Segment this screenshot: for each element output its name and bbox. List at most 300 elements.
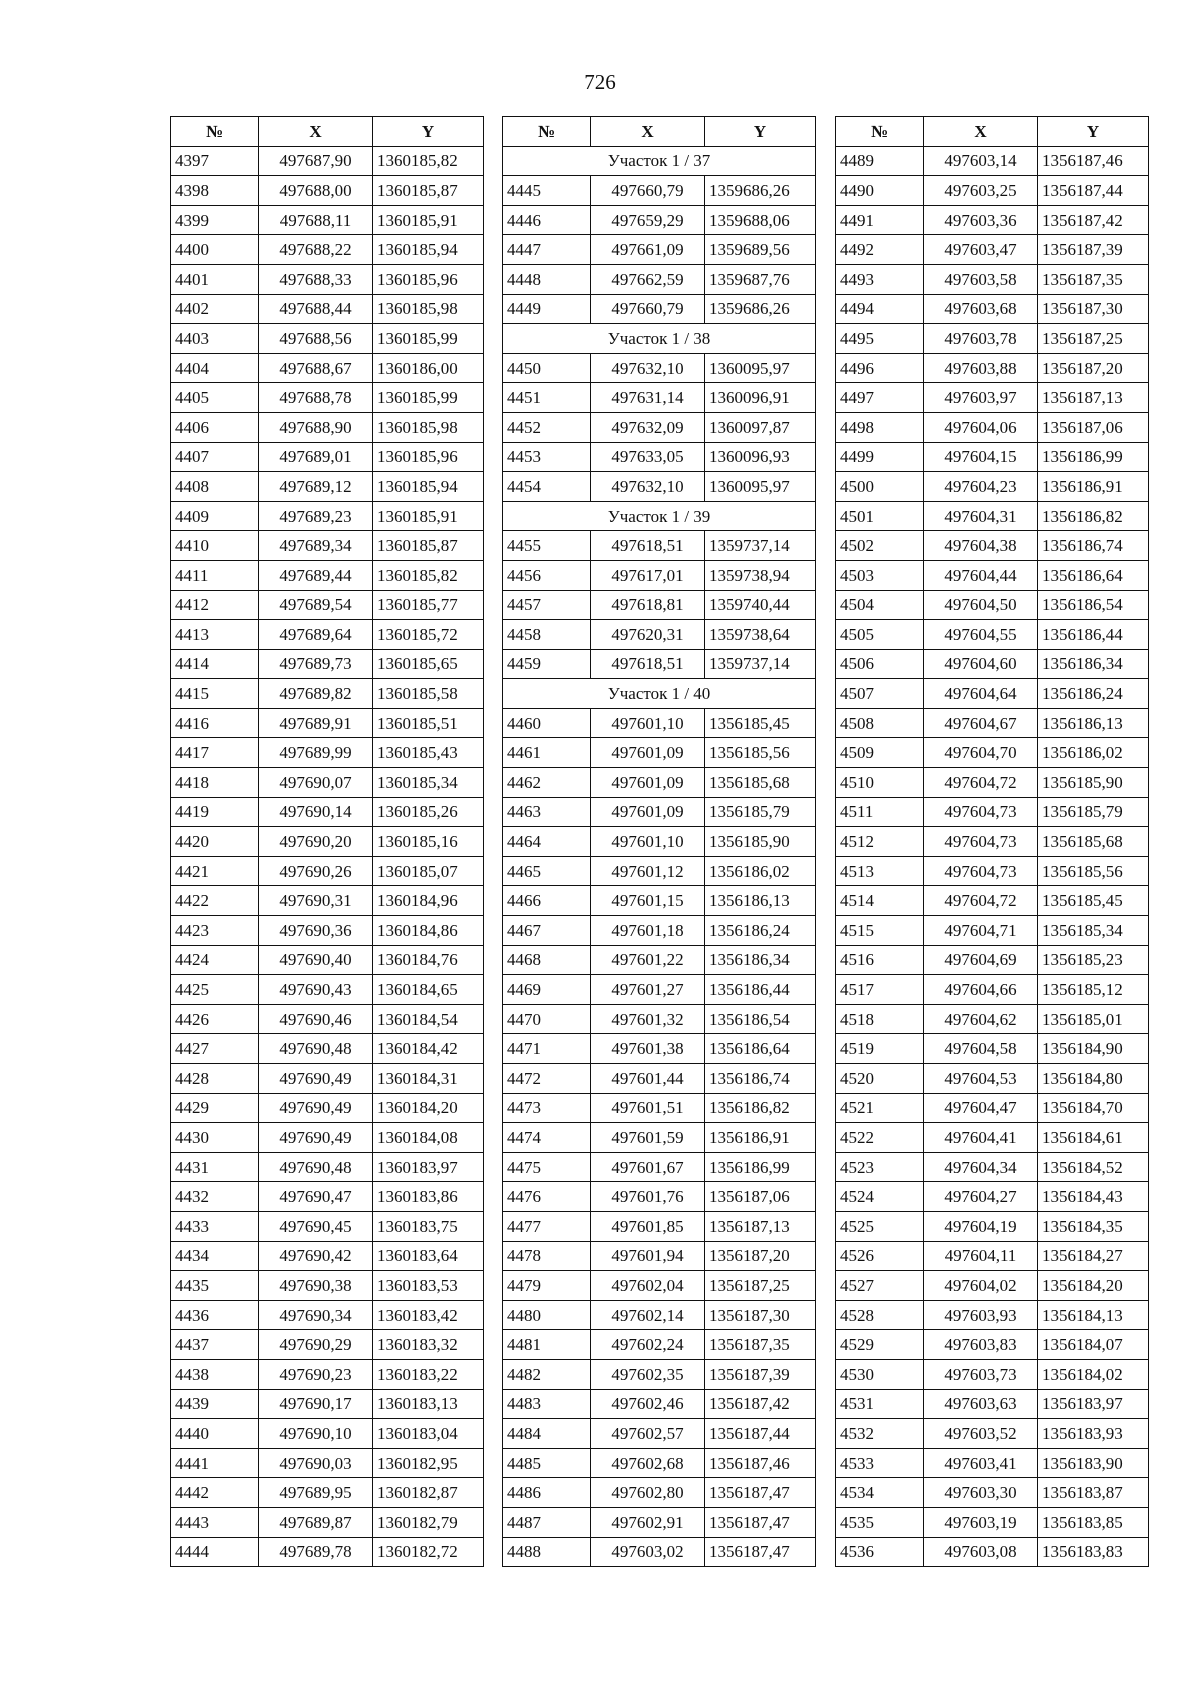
point-number-cell: 4454 (503, 472, 591, 502)
point-number-cell: 4426 (171, 1004, 259, 1034)
x-coordinate-cell: 497604,50 (924, 590, 1038, 620)
y-coordinate-cell: 1356187,47 (705, 1478, 816, 1508)
x-coordinate-cell: 497601,10 (591, 708, 705, 738)
point-number-cell: 4507 (836, 679, 924, 709)
x-coordinate-cell: 497602,91 (591, 1507, 705, 1537)
y-coordinate-cell: 1360185,77 (373, 590, 484, 620)
point-number-cell: 4476 (503, 1182, 591, 1212)
table-row (503, 856, 816, 886)
x-coordinate-cell: 497602,80 (591, 1478, 705, 1508)
x-coordinate-cell: 497603,47 (924, 235, 1038, 265)
x-coordinate-cell: 497632,10 (591, 353, 705, 383)
x-coordinate-cell: 497618,51 (591, 649, 705, 679)
x-coordinate-cell: 497602,46 (591, 1389, 705, 1419)
table-row (171, 1389, 484, 1419)
point-number-cell: 4499 (836, 442, 924, 472)
point-number-cell: 4505 (836, 620, 924, 650)
table-row (171, 324, 484, 354)
y-coordinate-cell: 1359737,14 (705, 531, 816, 561)
point-number-cell: 4448 (503, 264, 591, 294)
point-number-cell: 4446 (503, 205, 591, 235)
point-number-cell: 4457 (503, 590, 591, 620)
point-number-cell: 4525 (836, 1211, 924, 1241)
point-number-cell: 4470 (503, 1004, 591, 1034)
y-coordinate-cell: 1356187,47 (705, 1537, 816, 1567)
section-header-row (503, 146, 816, 176)
x-coordinate-cell: 497689,95 (259, 1478, 373, 1508)
table-row (171, 679, 484, 709)
point-number-cell: 4482 (503, 1359, 591, 1389)
point-number-cell: 4447 (503, 235, 591, 265)
x-coordinate-cell: 497604,38 (924, 531, 1038, 561)
table-row (171, 1004, 484, 1034)
x-coordinate-cell: 497603,63 (924, 1389, 1038, 1419)
table-row (503, 1537, 816, 1567)
point-number-cell: 4529 (836, 1330, 924, 1360)
point-number-cell: 4480 (503, 1300, 591, 1330)
y-coordinate-cell: 1360184,31 (373, 1064, 484, 1094)
point-number-cell: 4488 (503, 1537, 591, 1567)
table-row (171, 708, 484, 738)
point-number-cell: 4492 (836, 235, 924, 265)
table-row (836, 649, 1149, 679)
x-coordinate-cell: 497604,60 (924, 649, 1038, 679)
table-row (836, 975, 1149, 1005)
table-row (171, 501, 484, 531)
x-coordinate-cell: 497690,40 (259, 945, 373, 975)
x-coordinate-cell: 497690,26 (259, 856, 373, 886)
x-coordinate-cell: 497604,73 (924, 856, 1038, 886)
x-coordinate-cell: 497603,08 (924, 1537, 1038, 1567)
point-number-cell: 4413 (171, 620, 259, 650)
table-row (171, 442, 484, 472)
table-row (503, 412, 816, 442)
x-coordinate-cell: 497604,23 (924, 472, 1038, 502)
table-row (836, 412, 1149, 442)
section-title: Участок 1 / 39 (503, 501, 816, 531)
y-coordinate-cell: 1359688,06 (705, 205, 816, 235)
table-row (171, 1300, 484, 1330)
point-number-cell: 4468 (503, 945, 591, 975)
table-header-row (503, 117, 816, 147)
point-number-cell: 4524 (836, 1182, 924, 1212)
table-row (503, 649, 816, 679)
point-number-cell: 4485 (503, 1448, 591, 1478)
y-coordinate-cell: 1360183,04 (373, 1419, 484, 1449)
point-number-cell: 4411 (171, 560, 259, 590)
y-coordinate-cell: 1360185,96 (373, 264, 484, 294)
table-body (503, 146, 816, 1567)
point-number-cell: 4467 (503, 916, 591, 946)
x-coordinate-cell: 497601,76 (591, 1182, 705, 1212)
point-number-cell: 4436 (171, 1300, 259, 1330)
x-coordinate-cell: 497603,36 (924, 205, 1038, 235)
x-coordinate-cell: 497690,29 (259, 1330, 373, 1360)
x-coordinate-cell: 497603,78 (924, 324, 1038, 354)
table-row (171, 649, 484, 679)
point-number-cell: 4501 (836, 501, 924, 531)
point-number-cell: 4410 (171, 531, 259, 561)
point-number-cell: 4434 (171, 1241, 259, 1271)
y-coordinate-cell: 1356185,56 (705, 738, 816, 768)
x-coordinate-cell: 497689,82 (259, 679, 373, 709)
table-row (503, 560, 816, 590)
x-coordinate-cell: 497689,01 (259, 442, 373, 472)
point-number-cell: 4474 (503, 1123, 591, 1153)
point-number-cell: 4428 (171, 1064, 259, 1094)
point-number-cell: 4503 (836, 560, 924, 590)
point-number-cell: 4521 (836, 1093, 924, 1123)
table-body (171, 146, 484, 1567)
y-coordinate-cell: 1356186,02 (705, 856, 816, 886)
y-coordinate-cell: 1360096,93 (705, 442, 816, 472)
x-coordinate-cell: 497690,23 (259, 1359, 373, 1389)
table-row (503, 1389, 816, 1419)
point-number-cell: 4490 (836, 176, 924, 206)
point-number-cell: 4517 (836, 975, 924, 1005)
y-coordinate-cell: 1360185,82 (373, 560, 484, 590)
point-number-cell: 4464 (503, 827, 591, 857)
x-coordinate-cell: 497604,70 (924, 738, 1038, 768)
y-coordinate-cell: 1360184,54 (373, 1004, 484, 1034)
point-number-cell: 4399 (171, 205, 259, 235)
x-coordinate-cell: 497601,85 (591, 1211, 705, 1241)
table-row (171, 412, 484, 442)
point-number-cell: 4523 (836, 1152, 924, 1182)
x-coordinate-cell: 497690,48 (259, 1152, 373, 1182)
y-coordinate-cell: 1360184,20 (373, 1093, 484, 1123)
point-number-cell: 4458 (503, 620, 591, 650)
table-row (836, 235, 1149, 265)
table-row (171, 531, 484, 561)
point-number-cell: 4451 (503, 383, 591, 413)
y-coordinate-cell: 1360096,91 (705, 383, 816, 413)
table-row (836, 1419, 1149, 1449)
table-row (171, 1271, 484, 1301)
y-coordinate-cell: 1356185,90 (1038, 768, 1149, 798)
y-coordinate-cell: 1356183,83 (1038, 1537, 1149, 1567)
point-number-cell: 4427 (171, 1034, 259, 1064)
x-coordinate-cell: 497604,19 (924, 1211, 1038, 1241)
section-header-row (503, 324, 816, 354)
x-coordinate-cell: 497690,49 (259, 1064, 373, 1094)
x-coordinate-cell: 497690,42 (259, 1241, 373, 1271)
table-row (503, 1448, 816, 1478)
y-coordinate-cell: 1360185,91 (373, 501, 484, 531)
y-coordinate-cell: 1356185,01 (1038, 1004, 1149, 1034)
table-row (836, 205, 1149, 235)
y-coordinate-cell: 1356187,42 (705, 1389, 816, 1419)
x-coordinate-cell: 497601,22 (591, 945, 705, 975)
point-number-cell: 4417 (171, 738, 259, 768)
table-row (503, 442, 816, 472)
table-row (503, 1241, 816, 1271)
table-row (836, 1448, 1149, 1478)
point-number-cell: 4405 (171, 383, 259, 413)
x-coordinate-cell: 497688,11 (259, 205, 373, 235)
x-coordinate-cell: 497602,24 (591, 1330, 705, 1360)
y-coordinate-cell: 1356187,13 (1038, 383, 1149, 413)
table-row (503, 353, 816, 383)
y-coordinate-cell: 1356186,24 (1038, 679, 1149, 709)
table-row (836, 472, 1149, 502)
table-row (171, 176, 484, 206)
point-number-cell: 4412 (171, 590, 259, 620)
x-coordinate-cell: 497603,93 (924, 1300, 1038, 1330)
x-coordinate-cell: 497601,59 (591, 1123, 705, 1153)
y-coordinate-cell: 1359740,44 (705, 590, 816, 620)
point-number-cell: 4515 (836, 916, 924, 946)
x-coordinate-cell: 497604,69 (924, 945, 1038, 975)
x-coordinate-cell: 497690,46 (259, 1004, 373, 1034)
table-row (836, 797, 1149, 827)
point-number-cell: 4409 (171, 501, 259, 531)
y-coordinate-cell: 1360185,34 (373, 768, 484, 798)
table-row (836, 945, 1149, 975)
header-number: № (503, 117, 591, 147)
x-coordinate-cell: 497690,20 (259, 827, 373, 857)
y-coordinate-cell: 1359687,76 (705, 264, 816, 294)
x-coordinate-cell: 497601,94 (591, 1241, 705, 1271)
x-coordinate-cell: 497632,09 (591, 412, 705, 442)
x-coordinate-cell: 497601,51 (591, 1093, 705, 1123)
y-coordinate-cell: 1359689,56 (705, 235, 816, 265)
y-coordinate-cell: 1360185,87 (373, 176, 484, 206)
point-number-cell: 4466 (503, 886, 591, 916)
table-row (836, 1064, 1149, 1094)
section-title: Участок 1 / 40 (503, 679, 816, 709)
table-row (503, 1182, 816, 1212)
point-number-cell: 4477 (503, 1211, 591, 1241)
x-coordinate-cell: 497603,73 (924, 1359, 1038, 1389)
y-coordinate-cell: 1360184,42 (373, 1034, 484, 1064)
x-coordinate-cell: 497688,56 (259, 324, 373, 354)
point-number-cell: 4421 (171, 856, 259, 886)
point-number-cell: 4478 (503, 1241, 591, 1271)
y-coordinate-cell: 1356184,80 (1038, 1064, 1149, 1094)
x-coordinate-cell: 497602,68 (591, 1448, 705, 1478)
table-row (503, 590, 816, 620)
y-coordinate-cell: 1356187,35 (1038, 264, 1149, 294)
x-coordinate-cell: 497690,36 (259, 916, 373, 946)
y-coordinate-cell: 1356187,35 (705, 1330, 816, 1360)
header-y: Y (1038, 117, 1149, 147)
point-number-cell: 4402 (171, 294, 259, 324)
point-number-cell: 4504 (836, 590, 924, 620)
point-number-cell: 4444 (171, 1537, 259, 1567)
y-coordinate-cell: 1360183,42 (373, 1300, 484, 1330)
y-coordinate-cell: 1356185,12 (1038, 975, 1149, 1005)
x-coordinate-cell: 497688,67 (259, 353, 373, 383)
table-row (171, 235, 484, 265)
y-coordinate-cell: 1360182,87 (373, 1478, 484, 1508)
point-number-cell: 4443 (171, 1507, 259, 1537)
table-row (171, 1241, 484, 1271)
point-number-cell: 4497 (836, 383, 924, 413)
table-row (171, 472, 484, 502)
x-coordinate-cell: 497604,58 (924, 1034, 1038, 1064)
point-number-cell: 4510 (836, 768, 924, 798)
y-coordinate-cell: 1360185,51 (373, 708, 484, 738)
x-coordinate-cell: 497689,64 (259, 620, 373, 650)
point-number-cell: 4481 (503, 1330, 591, 1360)
x-coordinate-cell: 497601,09 (591, 738, 705, 768)
table-row (836, 1300, 1149, 1330)
table-row (836, 294, 1149, 324)
y-coordinate-cell: 1356185,90 (705, 827, 816, 857)
table-row (171, 383, 484, 413)
point-number-cell: 4441 (171, 1448, 259, 1478)
x-coordinate-cell: 497604,72 (924, 768, 1038, 798)
x-coordinate-cell: 497604,53 (924, 1064, 1038, 1094)
point-number-cell: 4528 (836, 1300, 924, 1330)
x-coordinate-cell: 497660,79 (591, 176, 705, 206)
y-coordinate-cell: 1356186,99 (1038, 442, 1149, 472)
point-number-cell: 4422 (171, 886, 259, 916)
point-number-cell: 4415 (171, 679, 259, 709)
x-coordinate-cell: 497618,81 (591, 590, 705, 620)
y-coordinate-cell: 1356184,20 (1038, 1271, 1149, 1301)
x-coordinate-cell: 497690,49 (259, 1123, 373, 1153)
y-coordinate-cell: 1360185,43 (373, 738, 484, 768)
y-coordinate-cell: 1356185,45 (705, 708, 816, 738)
table-row (503, 916, 816, 946)
section-title: Участок 1 / 38 (503, 324, 816, 354)
y-coordinate-cell: 1360183,22 (373, 1359, 484, 1389)
point-number-cell: 4414 (171, 649, 259, 679)
table-row (503, 1064, 816, 1094)
y-coordinate-cell: 1356184,70 (1038, 1093, 1149, 1123)
x-coordinate-cell: 497689,91 (259, 708, 373, 738)
x-coordinate-cell: 497690,34 (259, 1300, 373, 1330)
x-coordinate-cell: 497603,58 (924, 264, 1038, 294)
y-coordinate-cell: 1360182,79 (373, 1507, 484, 1537)
table-row (836, 679, 1149, 709)
header-y: Y (373, 117, 484, 147)
x-coordinate-cell: 497690,31 (259, 886, 373, 916)
table-row (836, 856, 1149, 886)
table-row (503, 176, 816, 206)
table-row (171, 1478, 484, 1508)
point-number-cell: 4432 (171, 1182, 259, 1212)
table-row (503, 738, 816, 768)
table-row (503, 264, 816, 294)
x-coordinate-cell: 497689,54 (259, 590, 373, 620)
point-number-cell: 4407 (171, 442, 259, 472)
table-row (503, 886, 816, 916)
point-number-cell: 4533 (836, 1448, 924, 1478)
y-coordinate-cell: 1360186,00 (373, 353, 484, 383)
y-coordinate-cell: 1356183,93 (1038, 1419, 1149, 1449)
y-coordinate-cell: 1356187,46 (705, 1448, 816, 1478)
table-row (171, 1064, 484, 1094)
x-coordinate-cell: 497603,30 (924, 1478, 1038, 1508)
table-row (503, 708, 816, 738)
table-row (836, 501, 1149, 531)
y-coordinate-cell: 1360097,87 (705, 412, 816, 442)
point-number-cell: 4437 (171, 1330, 259, 1360)
table-row (503, 1419, 816, 1449)
point-number-cell: 4514 (836, 886, 924, 916)
x-coordinate-cell: 497604,27 (924, 1182, 1038, 1212)
y-coordinate-cell: 1356186,34 (705, 945, 816, 975)
x-coordinate-cell: 497662,59 (591, 264, 705, 294)
y-coordinate-cell: 1356184,52 (1038, 1152, 1149, 1182)
y-coordinate-cell: 1356187,47 (705, 1507, 816, 1537)
x-coordinate-cell: 497602,57 (591, 1419, 705, 1449)
y-coordinate-cell: 1360185,16 (373, 827, 484, 857)
x-coordinate-cell: 497602,04 (591, 1271, 705, 1301)
point-number-cell: 4518 (836, 1004, 924, 1034)
y-coordinate-cell: 1360185,99 (373, 383, 484, 413)
y-coordinate-cell: 1359737,14 (705, 649, 816, 679)
coordinates-table-left (170, 116, 484, 1567)
coordinates-table-right (835, 116, 1149, 1567)
x-coordinate-cell: 497688,22 (259, 235, 373, 265)
y-coordinate-cell: 1356187,06 (705, 1182, 816, 1212)
y-coordinate-cell: 1356185,56 (1038, 856, 1149, 886)
table-row (171, 1359, 484, 1389)
table-row (503, 1211, 816, 1241)
table-row (503, 768, 816, 798)
point-number-cell: 4404 (171, 353, 259, 383)
section-title: Участок 1 / 37 (503, 146, 816, 176)
point-number-cell: 4465 (503, 856, 591, 886)
x-coordinate-cell: 497690,49 (259, 1093, 373, 1123)
table-row (171, 1211, 484, 1241)
table-row (171, 738, 484, 768)
x-coordinate-cell: 497604,62 (924, 1004, 1038, 1034)
x-coordinate-cell: 497618,51 (591, 531, 705, 561)
table-row (836, 1359, 1149, 1389)
point-number-cell: 4495 (836, 324, 924, 354)
table-row (503, 1123, 816, 1153)
table-row (836, 620, 1149, 650)
x-coordinate-cell: 497601,38 (591, 1034, 705, 1064)
y-coordinate-cell: 1356187,44 (705, 1419, 816, 1449)
y-coordinate-cell: 1356184,27 (1038, 1241, 1149, 1271)
point-number-cell: 4484 (503, 1419, 591, 1449)
y-coordinate-cell: 1360183,32 (373, 1330, 484, 1360)
table-row (171, 353, 484, 383)
point-number-cell: 4397 (171, 146, 259, 176)
x-coordinate-cell: 497604,47 (924, 1093, 1038, 1123)
table-row (836, 324, 1149, 354)
point-number-cell: 4526 (836, 1241, 924, 1271)
y-coordinate-cell: 1356186,74 (1038, 531, 1149, 561)
x-coordinate-cell: 497661,09 (591, 235, 705, 265)
x-coordinate-cell: 497631,14 (591, 383, 705, 413)
table-row (503, 235, 816, 265)
x-coordinate-cell: 497604,73 (924, 827, 1038, 857)
point-number-cell: 4433 (171, 1211, 259, 1241)
point-number-cell: 4491 (836, 205, 924, 235)
y-coordinate-cell: 1360185,82 (373, 146, 484, 176)
x-coordinate-cell: 497659,29 (591, 205, 705, 235)
y-coordinate-cell: 1356187,06 (1038, 412, 1149, 442)
point-number-cell: 4519 (836, 1034, 924, 1064)
y-coordinate-cell: 1356184,35 (1038, 1211, 1149, 1241)
y-coordinate-cell: 1356185,79 (1038, 797, 1149, 827)
y-coordinate-cell: 1360185,94 (373, 235, 484, 265)
point-number-cell: 4530 (836, 1359, 924, 1389)
y-coordinate-cell: 1359738,64 (705, 620, 816, 650)
table-row (503, 1093, 816, 1123)
y-coordinate-cell: 1356184,07 (1038, 1330, 1149, 1360)
y-coordinate-cell: 1356184,02 (1038, 1359, 1149, 1389)
table-row (503, 1152, 816, 1182)
x-coordinate-cell: 497688,78 (259, 383, 373, 413)
